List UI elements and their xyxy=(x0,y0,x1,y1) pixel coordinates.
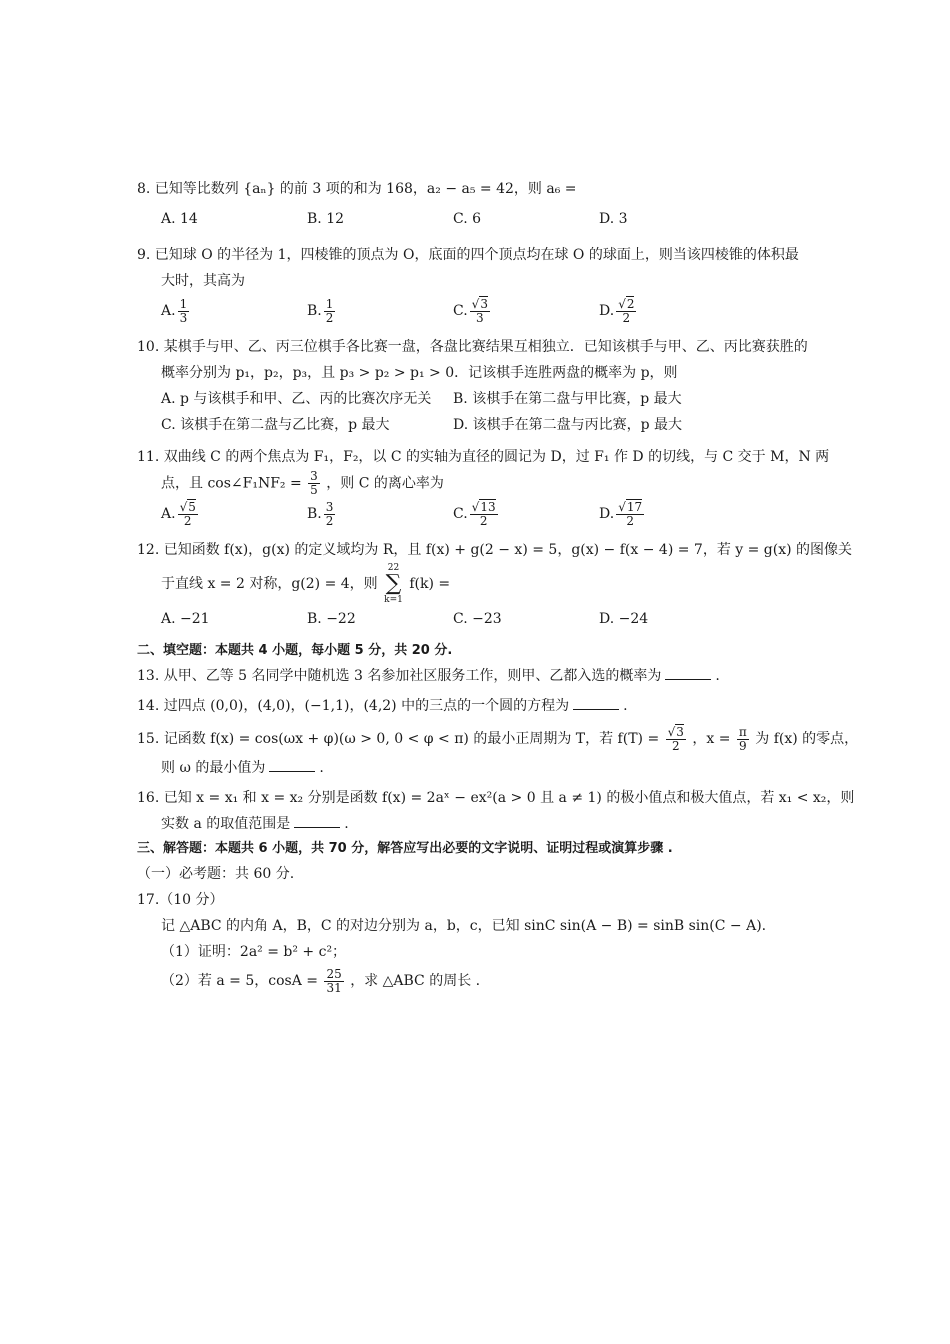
question-9-stem-line2: 大时，其高为 xyxy=(161,273,245,289)
answer-blank xyxy=(294,813,340,828)
question-11-stem-line2 xyxy=(137,470,827,497)
answer-blank xyxy=(665,665,711,680)
stem-text: 为 f(x) 的零点， xyxy=(755,731,859,747)
answer-blank xyxy=(573,695,619,710)
stem-text: 13. 从甲、乙等 5 名同学中随机选 3 名参加社区服务工作，则甲、乙都入选的概率为 xyxy=(137,668,662,684)
numerator: 25 xyxy=(326,966,342,981)
option-a xyxy=(161,501,307,528)
option-c xyxy=(453,298,599,325)
question-13 xyxy=(137,663,827,689)
option-c xyxy=(453,501,599,528)
option-a: A. 14 xyxy=(161,211,198,227)
numerator-sqrt: √13 xyxy=(471,499,496,514)
stem-text: 点，且 cos∠F₁NF₂ = xyxy=(161,475,302,492)
option-b xyxy=(307,501,453,528)
radicand: 3 xyxy=(480,296,488,311)
stem-text: 于直线 x = 2 对称，g(2) = 4，则 xyxy=(161,576,378,592)
denominator: 3 xyxy=(476,310,484,325)
question-11-stem-line1: 11. 双曲线 C 的两个焦点为 F₁，F₂，以 C 的实轴为直径的圆记为 D，过 F₁ 作 D 的切线，与 C 交于 M，N 两 xyxy=(137,449,830,465)
stem-text: . xyxy=(715,668,720,684)
fraction xyxy=(178,501,198,528)
radicand: 17 xyxy=(626,499,643,514)
question-16-line1: 16. 已知 x = x₁ 和 x = x₂ 分别是函数 f(x) = 2aˣ − ex²(a > 0 且 a ≠ 1) 的极小值点和极大值点，若 x₁ < x₂，则 xyxy=(137,790,855,806)
fraction xyxy=(616,298,636,325)
numerator-sqrt: √17 xyxy=(618,499,643,514)
question-15-line2 xyxy=(137,755,827,781)
question-16 xyxy=(137,785,855,837)
denominator: 2 xyxy=(626,513,634,528)
stem-text: ，x = xyxy=(692,731,731,747)
denominator: 2 xyxy=(325,310,334,325)
stem-text: . xyxy=(344,816,349,832)
option-label: D. xyxy=(599,303,615,319)
fraction xyxy=(324,298,336,325)
stem-text: f(k) = xyxy=(409,576,451,592)
option-d: D. 3 xyxy=(599,211,628,227)
question-12-stem-line2 xyxy=(137,563,827,605)
question-12 xyxy=(137,537,853,633)
option-b xyxy=(307,298,453,325)
sum-upper-limit: 22 xyxy=(387,563,400,573)
numerator: 3 xyxy=(310,469,318,483)
stem-text: 14. 过四点 (0,0)，(4,0)，(−1,1)，(4,2) 中的三点的一个圆的方程为 xyxy=(137,698,570,714)
numerator: 3 xyxy=(325,499,334,514)
option-label: C. xyxy=(453,303,468,319)
question-10-stem-line2: 概率分别为 p₁，p₂，p₃，且 p₃ > p₂ > p₁ > 0．记该棋手连胜两盘的概率为 p，则 xyxy=(161,365,678,381)
question-12-options xyxy=(137,605,827,633)
option-a: A. −21 xyxy=(161,611,210,627)
section-heading-fill-in: 二、填空题：本题共 4 小题，每小题 5 分，共 20 分. xyxy=(137,643,453,658)
radicand: 5 xyxy=(188,499,196,514)
numerator: 1 xyxy=(179,296,188,311)
option-d: D. −24 xyxy=(599,611,649,627)
denominator: 9 xyxy=(739,738,747,753)
option-c: C. −23 xyxy=(453,611,502,627)
question-8-stem: 8. 已知等比数列 {aₙ} 的前 3 项的和为 168，a₂ − a₅ = 42，则 a₆ = xyxy=(137,181,577,197)
option-d xyxy=(599,298,745,325)
section-heading-solutions: 三、解答题：本题共 6 小题，共 70 分，解答应写出必要的文字说明、证明过程或演算步骤 . xyxy=(137,841,673,856)
sum-lower-limit: k=1 xyxy=(384,595,403,605)
option-label: B. xyxy=(307,303,322,319)
stem-text: （2）若 a = 5，cosA = xyxy=(161,973,318,989)
numerator-sqrt: √3 xyxy=(667,724,684,739)
option-label: C. xyxy=(453,506,468,522)
question-11 xyxy=(137,444,830,531)
numerator-sqrt: √2 xyxy=(618,296,635,311)
numerator: π xyxy=(738,724,747,739)
fraction xyxy=(666,726,686,753)
fraction xyxy=(470,501,498,528)
stem-text: . xyxy=(623,698,628,714)
sigma-icon: ∑ xyxy=(385,571,402,596)
question-10-stem-line1: 10. 某棋手与甲、乙、丙三位棋手各比赛一盘，各盘比赛结果互相独立．已知该棋手与甲、乙、丙比赛获胜的 xyxy=(137,339,808,355)
fraction xyxy=(616,501,644,528)
option-c: C. 该棋手在第二盘与乙比赛，p 最大 xyxy=(161,417,390,433)
question-15-line1 xyxy=(137,723,859,755)
exam-page xyxy=(137,176,859,997)
question-17-stem: 记 △ABC 的内角 A，B，C 的对边分别为 a，b，c，已知 sinC sin(A − B) = sinB sin(C − A). xyxy=(161,918,767,934)
option-d: D. 该棋手在第二盘与丙比赛，p 最大 xyxy=(453,417,683,433)
question-12-stem-line1: 12. 已知函数 f(x)，g(x) 的定义域均为 R，且 f(x) + g(2 − x) = 5，g(x) − f(x − 4) = 7，若 y = g(x) 的图像关 xyxy=(137,542,853,558)
question-15 xyxy=(137,723,859,781)
option-a xyxy=(161,298,307,325)
question-14 xyxy=(137,693,827,719)
fraction xyxy=(737,726,749,753)
question-9-options xyxy=(137,294,827,328)
question-9 xyxy=(137,242,827,328)
question-17-part1: （1）证明：2a² = b² + c²； xyxy=(161,944,347,960)
stem-text: 实数 a 的取值范围是 xyxy=(161,816,291,832)
denominator: 2 xyxy=(325,513,334,528)
numerator-sqrt: √5 xyxy=(179,499,196,514)
denominator: 2 xyxy=(671,738,680,753)
stem-text: ，则 C 的离心率为 xyxy=(326,475,444,492)
radicand: 13 xyxy=(480,499,496,514)
stem-text: . xyxy=(319,760,324,776)
option-d xyxy=(599,501,745,528)
question-8 xyxy=(137,176,827,236)
question-17-part2 xyxy=(137,965,827,997)
denominator: 2 xyxy=(622,310,631,325)
radicand: 3 xyxy=(676,724,684,739)
summation xyxy=(384,563,403,605)
stem-text: 15. 记函数 f(x) = cos(ωx + φ)(ω > 0, 0 < φ < π) 的最小正周期为 T，若 f(T) = xyxy=(137,731,660,747)
option-label: A. xyxy=(161,303,176,319)
option-label: D. xyxy=(599,506,615,522)
section-subheading-required: （一）必考题：共 60 分. xyxy=(137,866,295,882)
question-17 xyxy=(137,887,827,997)
numerator-sqrt: √3 xyxy=(471,296,488,311)
fraction xyxy=(470,298,490,325)
question-10 xyxy=(137,334,827,438)
question-9-stem-line1: 9. 已知球 O 的半径为 1，四棱锥的顶点为 O，底面的四个顶点均在球 O 的球面上，则当该四棱锥的体积最 xyxy=(137,247,799,263)
numerator: 1 xyxy=(325,296,334,311)
option-label: A. xyxy=(161,506,176,522)
option-a: A. p 与该棋手和甲、乙、丙的比赛次序无关 xyxy=(161,391,432,407)
denominator: 3 xyxy=(179,310,188,325)
option-b: B. 12 xyxy=(307,211,345,227)
denominator: 2 xyxy=(479,513,488,528)
fraction xyxy=(308,470,320,497)
stem-text: 则 ω 的最小值为 xyxy=(161,760,266,776)
fraction xyxy=(324,501,336,528)
question-11-options xyxy=(137,497,827,531)
radicand: 2 xyxy=(626,296,635,311)
option-label: B. xyxy=(307,506,322,522)
denominator: 31 xyxy=(326,980,342,995)
fraction xyxy=(324,968,343,995)
stem-text: ，求 △ABC 的周长 . xyxy=(350,973,481,989)
denominator: 2 xyxy=(183,513,192,528)
question-10-options xyxy=(137,386,827,438)
option-c: C. 6 xyxy=(453,211,482,227)
question-8-options xyxy=(137,202,827,236)
option-b: B. 该棋手在第二盘与甲比赛，p 最大 xyxy=(453,391,682,407)
option-b: B. −22 xyxy=(307,611,356,627)
question-17-head: 17.（10 分） xyxy=(137,892,224,908)
fraction xyxy=(178,298,190,325)
answer-blank xyxy=(269,757,315,772)
question-16-line2 xyxy=(137,811,827,837)
denominator: 5 xyxy=(310,483,318,497)
